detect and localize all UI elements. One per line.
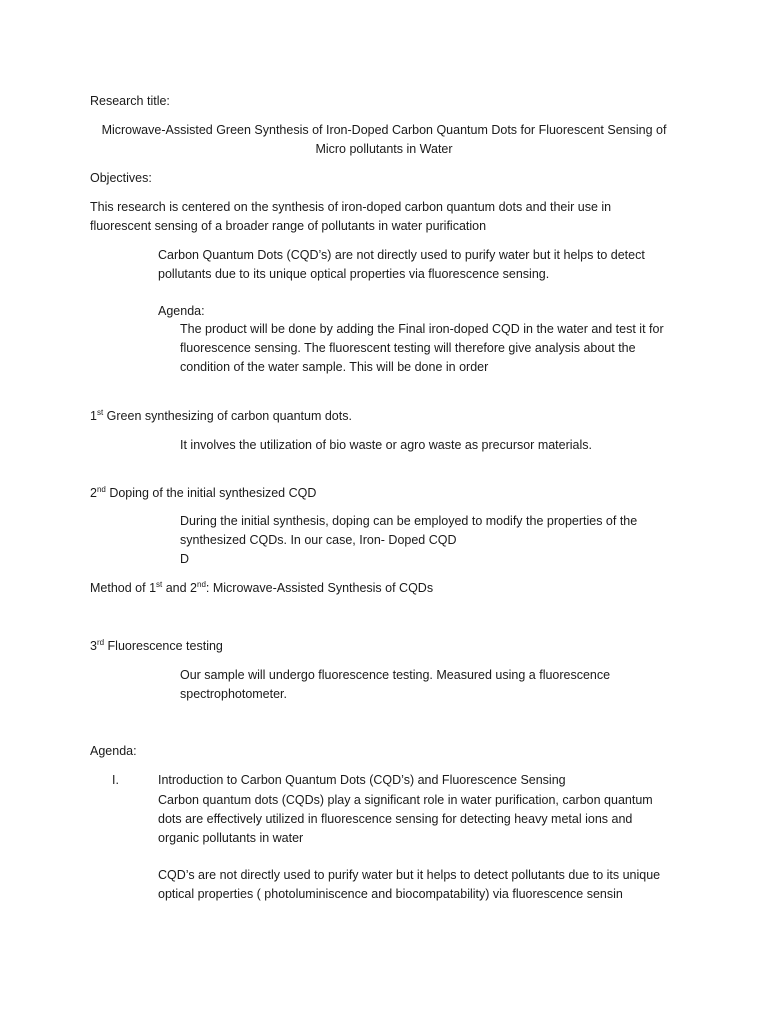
cqd-note-line-2: pollutants due to its unique optical properties via fluorescence sensing. xyxy=(158,267,550,281)
step-1-description: It involves the utilization of bio waste or agro waste as precursor materials. xyxy=(180,438,592,452)
objectives-label: Objectives: xyxy=(90,171,152,185)
step-2-number: 2 xyxy=(90,486,97,500)
step-2-desc-line-3: D xyxy=(180,552,190,566)
step-2-title: Doping of the initial synthesized CQD xyxy=(105,486,317,500)
section-1-numeral: I. xyxy=(112,773,119,787)
agenda-text-line-1: The product will be done by adding the Final iron-doped CQD in the water and test it for xyxy=(180,322,664,336)
step-3-title: Fluorescence testing xyxy=(104,639,223,653)
method-pre: Method of 1 xyxy=(90,581,157,595)
agenda-text-line-2: fluorescence sensing. The fluorescent testing will therefore give analysis about the xyxy=(180,341,636,355)
method-line xyxy=(90,579,433,598)
section-1-heading: Introduction to Carbon Quantum Dots (CQD’s) and Fluorescence Sensing xyxy=(158,773,566,787)
objectives-line-1: This research is centered on the synthesis of iron-doped carbon quantum dots and their use in xyxy=(90,200,612,214)
step-2-heading xyxy=(90,484,316,503)
step-3-heading xyxy=(90,637,223,656)
objectives-line-2: fluorescent sensing of a broader range of pollutants in water purification xyxy=(90,219,487,233)
section-1-para2-line-2: optical properties ( photoluminiscence and biocompatability) via fluorescence sensin xyxy=(158,887,623,901)
agenda-text-line-3: condition of the water sample. This will be done in order xyxy=(180,360,489,374)
step-1-heading xyxy=(90,407,352,426)
method-mid: and 2 xyxy=(162,581,198,595)
step-1-title: Green synthesizing of carbon quantum dots. xyxy=(103,409,352,423)
title-line-2: Micro pollutants in Water xyxy=(315,142,453,156)
cqd-note-line-1: Carbon Quantum Dots (CQD’s) are not directly used to purify water but it helps to detect xyxy=(158,248,645,262)
step-3-desc-line-2: spectrophotometer. xyxy=(180,687,288,701)
step-2-desc-line-2: synthesized CQDs. In our case, Iron- Doped CQD xyxy=(180,533,457,547)
section-1-para2-line-1: CQD’s are not directly used to purify water but it helps to detect pollutants due to its unique xyxy=(158,868,661,882)
agenda-label-2: Agenda: xyxy=(90,744,137,758)
method-ordinal-2: nd xyxy=(197,580,206,589)
step-3-ordinal: rd xyxy=(96,638,105,647)
step-3-number: 3 xyxy=(90,639,97,653)
step-2-desc-line-1: During the initial synthesis, doping can be employed to modify the properties of the xyxy=(180,514,638,528)
section-1-para1-line-2: dots are effectively utilized in fluorescence sensing for detecting heavy metal ions and xyxy=(158,812,633,826)
step-1-ordinal: st xyxy=(96,408,104,417)
title-line-1: Microwave-Assisted Green Synthesis of Iron-Doped Carbon Quantum Dots for Fluorescent Sensing of xyxy=(101,123,667,137)
step-1-number: 1 xyxy=(90,409,97,423)
section-1-para1-line-1: Carbon quantum dots (CQDs) play a significant role in water purification, carbon quantum xyxy=(158,793,653,807)
method-post: : Microwave-Assisted Synthesis of CQDs xyxy=(205,581,434,595)
step-2-ordinal: nd xyxy=(96,485,106,494)
method-ordinal-1: st xyxy=(156,580,163,589)
step-3-desc-line-1: Our sample will undergo fluorescence testing. Measured using a fluorescence xyxy=(180,668,611,682)
agenda-label-1: Agenda: xyxy=(158,304,205,318)
section-1-para1-line-3: organic pollutants in water xyxy=(158,831,304,845)
research-title-label: Research title: xyxy=(90,94,170,108)
